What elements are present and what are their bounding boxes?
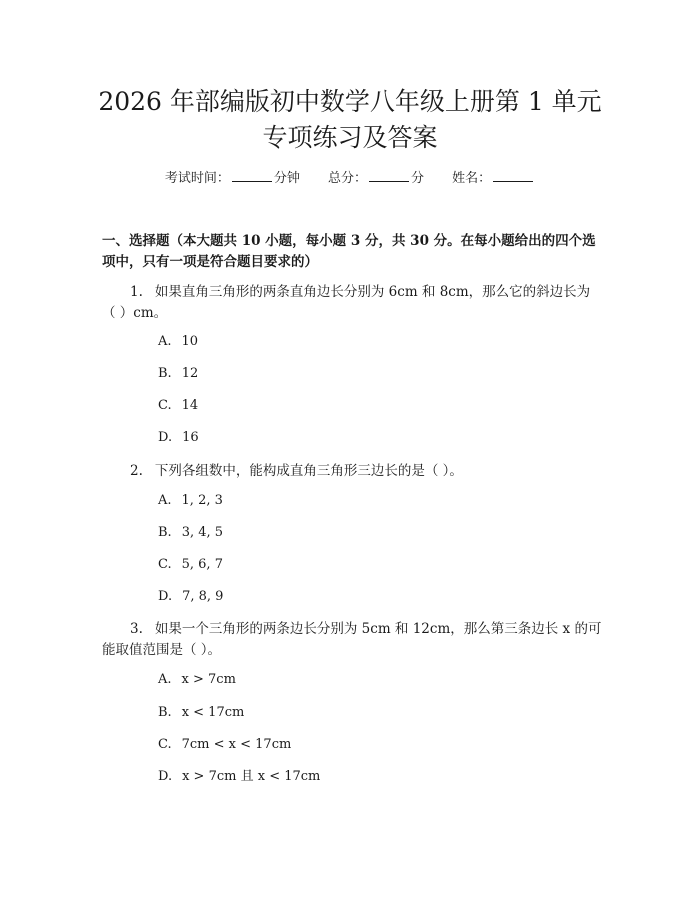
student-name-blank	[493, 167, 533, 182]
question-2	[102, 461, 602, 482]
option-letter: C.	[158, 398, 172, 413]
option-text: 12	[181, 366, 199, 381]
option-letter: D.	[158, 769, 173, 784]
option-letter: D.	[158, 430, 173, 445]
option-text: 7, 8, 9	[182, 589, 224, 604]
option-text: 7cm < x < 17cm	[181, 737, 292, 752]
option-letter: B.	[158, 525, 172, 540]
question-1-option-b	[158, 365, 198, 383]
question-text: 如果直角三角形的两条直角边长分别为 6cm 和 8cm，那么它的斜边长为（ ）cm。	[102, 284, 591, 321]
question-number: 2.	[130, 463, 143, 479]
question-3-option-c	[158, 736, 291, 754]
question-1-option-d	[158, 429, 199, 447]
total-score-blank	[369, 167, 409, 182]
option-letter: A.	[158, 334, 172, 349]
question-2-option-c	[158, 556, 223, 574]
option-text: 1, 2, 3	[181, 493, 223, 508]
question-1-option-c	[158, 397, 198, 415]
exam-time-unit: 分钟	[273, 171, 300, 186]
question-3-option-d	[158, 768, 320, 786]
question-3-option-b	[158, 704, 244, 722]
option-letter: B.	[158, 705, 172, 720]
option-letter: C.	[158, 737, 172, 752]
exam-time-label: 考试时间：	[164, 171, 230, 186]
question-number: 1.	[130, 284, 143, 300]
option-letter: A.	[158, 672, 172, 687]
question-1	[102, 282, 602, 324]
question-3	[102, 619, 602, 661]
total-score-label: 总分：	[327, 171, 367, 186]
title-line-2: 专项练习及答案	[262, 123, 438, 152]
student-name	[452, 171, 535, 186]
question-2-option-d	[158, 588, 223, 606]
exam-time-blank	[232, 167, 272, 182]
question-2-option-b	[158, 524, 223, 542]
option-letter: B.	[158, 366, 172, 381]
option-text: 10	[181, 334, 199, 349]
question-text: 下列各组数中，能构成直角三角形三边长的是（ ）。	[154, 463, 463, 479]
question-3-option-a	[158, 671, 236, 689]
title-line-1: 2026 年部编版初中数学八年级上册第 1 单元	[98, 87, 602, 116]
exam-time	[165, 171, 304, 186]
option-text: x < 17cm	[181, 705, 245, 720]
option-text: 5, 6, 7	[181, 557, 223, 572]
option-text: 14	[181, 398, 199, 413]
option-text: 16	[182, 430, 199, 445]
total-score	[328, 171, 428, 186]
option-text: x > 7cm	[181, 672, 236, 687]
question-number: 3.	[130, 621, 143, 637]
section-header: 一、选择题（本大题共 10 小题，每小题 3 分，共 30 分。在每小题给出的四个选项中，只有一项是符合题目要求的）	[102, 233, 596, 270]
question-2-option-a	[158, 492, 223, 510]
option-text: 3, 4, 5	[181, 525, 224, 540]
exam-info	[0, 167, 700, 189]
option-letter: C.	[158, 557, 172, 572]
option-text: x > 7cm 且 x < 17cm	[182, 769, 321, 784]
document-title	[60, 84, 640, 156]
option-letter: A.	[158, 493, 172, 508]
student-name-label: 姓名：	[452, 171, 492, 186]
question-text: 如果一个三角形的两条边长分别为 5cm 和 12cm，那么第三条边长 x 的可能取值范围是（ ）。	[102, 621, 602, 658]
question-1-option-a	[158, 333, 198, 351]
total-score-unit: 分	[411, 171, 425, 186]
option-letter: D.	[158, 589, 173, 604]
